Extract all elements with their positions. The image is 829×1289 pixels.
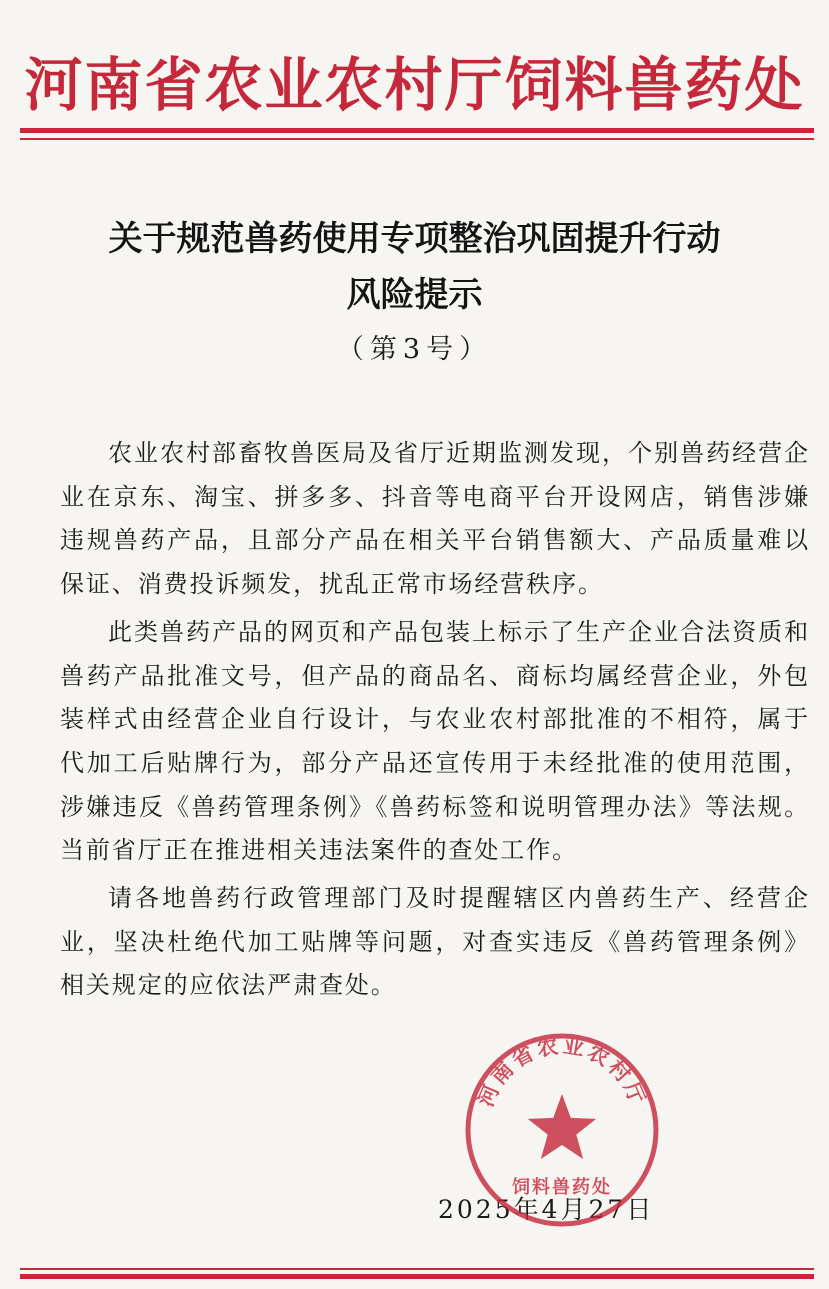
header-divider-thick bbox=[20, 128, 814, 133]
document-title-line1: 关于规范兽药使用专项整治巩固提升行动 bbox=[108, 219, 721, 259]
official-seal bbox=[462, 1030, 662, 1230]
footer-divider-thick bbox=[20, 1274, 814, 1279]
issuer-header: 河南省农业农村厅饲料兽药处 bbox=[24, 51, 805, 119]
header-divider-thin bbox=[20, 138, 814, 140]
seal-inner-text: 饲料兽药处 bbox=[512, 1177, 612, 1198]
seal-outer-text: 河南省农业农村厅 bbox=[473, 1033, 651, 1111]
star-icon bbox=[528, 1094, 596, 1159]
footer-divider-thin bbox=[20, 1268, 814, 1270]
document-title-line2: 风险提示 bbox=[346, 275, 483, 315]
issue-date: 2025年4月27日 bbox=[438, 1195, 655, 1224]
body-paragraph: 此类兽药产品的网页和产品包装上标示了生产企业合法资质和兽药产品批准文号，但产品的商品名、商标均属经营企业，外包装样式由经营企业自行设计，与农业农村部批准的不相符，属于代加工后贴牌行为，部分产品还宣传用于未经批准的使用范围，涉嫌违反《兽药管理条例》《兽药标签和说明管理办法》等法规。当前省厅正在推进相关违法案件的查处工作。 bbox=[60, 617, 810, 865]
body-paragraph: 农业农村部畜牧兽医局及省厅近期监测发现，个别兽药经营企业在京东、淘宝、拼多多、抖音等电商平台开设网店，销售涉嫌违规兽药产品，且部分产品在相关平台销售额大、产品质量难以保证、消费投诉频发，扰乱正常市场经营秩序。 bbox=[60, 439, 810, 599]
document-body bbox=[60, 432, 810, 1012]
body-paragraph: 请各地兽药行政管理部门及时提醒辖区内兽药生产、经营企业，坚决杜绝代加工贴牌等问题，对查实违反《兽药管理条例》相关规定的应依法严肃查处。 bbox=[60, 884, 810, 1000]
document-number: （第3号） bbox=[336, 334, 493, 365]
